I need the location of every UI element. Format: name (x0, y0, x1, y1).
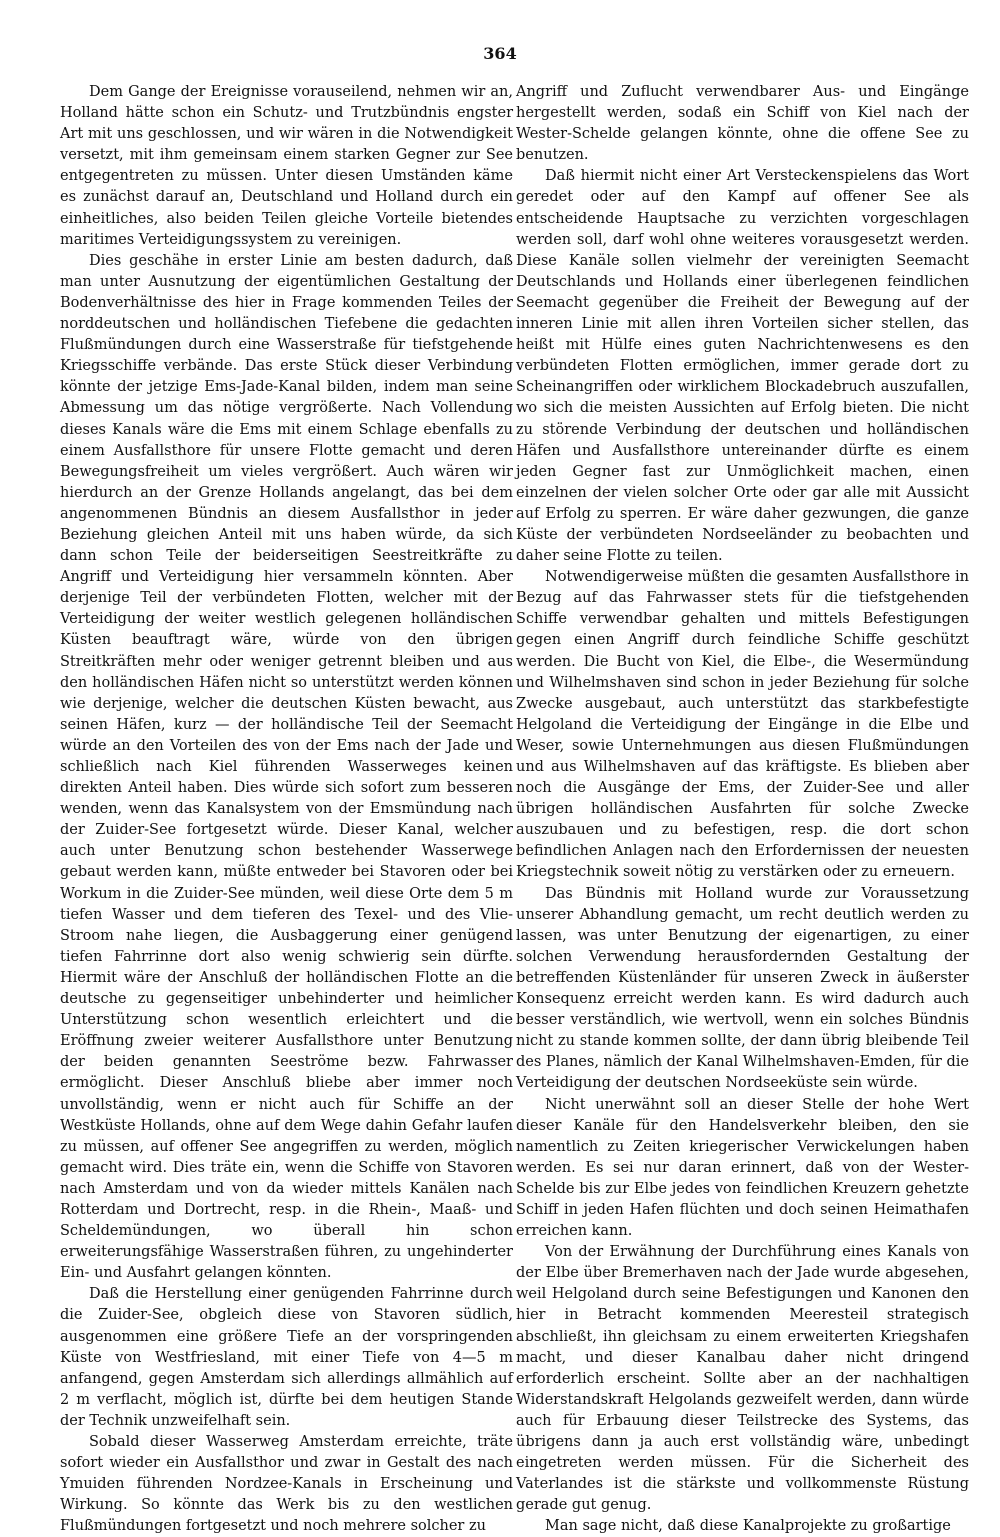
page-number: 364 (483, 44, 517, 63)
paragraph: Dies geschähe in erster Linie am besten dadurch, daß man unter Ausnutzung der eigentümlichen Gestaltung der Bodenverhältnisse des hier in Frage kommenden Teiles der norddeutschen und holländischen Tiefebene die gedachten Flußmündungen durch eine Wasserstraße für tiefstgehende Kriegsschiffe verbände. Das erste Stück dieser Verbindung könnte der jetzige Ems-Jade-Kanal bilden, indem man seine Abmessung um das nötige vergrößerte. Nach Vollendung dieses Kanals wäre die Ems mit einem Schlage ebenfalls zu einem Ausfallsthore für unsere Flotte gemacht und deren Bewegungsfreiheit um vieles vergrößert. Auch wären wir hierdurch an der Grenze Hollands angelangt, das bei dem angenommenen Bündnis an diesem Ausfallsthor in jeder Beziehung gleichen Anteil mit uns haben würde, da sich dann schon Teile der beiderseitigen Seestreitkräfte zu Angriff und Verteidigung hier versammeln könnten. Aber derjenige Teil der verbündeten Flotten, welcher mit der Verteidigung der weiter westlich gelegenen holländischen Küsten beauftragt wäre, würde von den übrigen Streitkräften mehr oder weniger getrennt bleiben und aus den holländischen Häfen nicht so unterstützt werden können wie derjenige, welcher die deutschen Küsten bewacht, aus seinen Häfen, kurz — der holländische Teil der Seemacht würde an den Vorteilen des von der Ems nach der Jade und schließlich nach Kiel führenden Wasserweges keinen direkten Anteil haben. Dies würde sich sofort zum besseren wenden, wenn das Kanalsystem von der Emsmündung nach der Zuider-See fortgesetzt würde. Dieser Kanal, welcher auch unter Benutzung schon bestehender Wasserwege gebaut werden kann, müßte entweder bei Stavoren oder bei Workum in die Zuider-See münden, weil diese Orte dem 5 m tiefen Wasser und dem tieferen des Texel- und des Vlie-Stroom nahe liegen, die Ausbaggerung einer genügend tiefen Fahrrinne dort also wenig schwierig sein dürfte. Hiermit wäre der Anschluß der holländischen Flotte an die deutsche zu gegenseitiger unbehinderter und heimlicher Unterstützung schon wesentlich erleichtert und die Eröffnung zweier weiterer Ausfallsthore unter Benutzung der beiden genannten Seeströme bezw. Fahrwasser ermöglicht. Dieser Anschluß bliebe aber immer noch unvollständig, wenn er nicht auch für Schiffe an der Westküste Hollands, ohne auf dem Wege dahin Gefahr laufen zu müssen, auf offener See angegriffen zu werden, möglich gemacht wird. Dies träte ein, wenn die Schiffe von Stavoren nach Amsterdam und von da wieder mittels Kanälen nach Rotterdam und Dortrecht, resp. in die Rhein-, Maaß- und Scheldemündungen, wo überall hin schon erweiterungsfähige Wasserstraßen führen, zu ungehinderter Ein- und Ausfahrt gelangen könnten. (60, 252, 513, 1282)
left-column (60, 82, 513, 1535)
paragraph-continued: Angriff und Zuflucht verwendbarer Aus- und Eingänge hergestellt werden, sodaß ein Schiff von Kiel nach der Wester-Schelde gelangen könnte, ohne die offene See zu benutzen. (516, 84, 969, 164)
paragraph: Nicht unerwähnt soll an dieser Stelle der hohe Wert dieser Kanäle für den Handelsverkehr bleiben, den sie namentlich zu Zeiten kriegerischer Verwickelungen haben werden. Es sei nur daran erinnert, daß von der Wester-Schelde bis zur Elbe jedes von feindlichen Kreuzern gehetzte Schiff in jeden Hafen flüchten und doch seinen Heimathafen erreichen kann. (516, 1096, 969, 1240)
paragraph: Man sage nicht, daß diese Kanalprojekte zu großartige (545, 1518, 951, 1535)
paragraph: Das Bündnis mit Holland wurde zur Voraussetzung unserer Abhandlung gemacht, um recht deutlich werden zu lassen, was unter Benutzung der eigenartigen, zu einer solchen Verwendung herausfordernden Gestaltung der betreffenden Küstenländer für unseren Zweck in äußerster Konsequenz erreicht werden kann. Es wird dadurch auch besser verständlich, wie wertvoll, wenn ein solches Bündnis nicht zu stande kommen sollte, der dann übrig bleibende Teil des Planes, nämlich der Kanal Wilhelmshaven-Emden, für die Verteidigung der deutschen Nordseeküste sein würde. (516, 885, 969, 1092)
paragraph: Notwendigerweise müßten die gesamten Ausfallsthore in Bezug auf das Fahrwasser stets für die tiefstgehenden Schiffe verwendbar gehalten und mittels Befestigungen gegen einen Angriff durch feindliche Schiffe geschützt werden. Die Bucht von Kiel, die Elbe-, die Wesermündung und Wilhelmshaven sind schon in jeder Beziehung für solche Zwecke ausgebaut, auch unterstützt das starkbefestigte Helgoland die Verteidigung der Eingänge in die Elbe und Weser, sowie Unternehmungen aus diesen Flußmündungen und aus Wilhelmshaven auf das kräftigste. Es blieben aber noch die Ausgänge der Ems, der Zuider-See und aller übrigen holländischen Ausfahrten für solche Zwecke auszubauen und zu befestigen, resp. die dort schon befindlichen Anlagen nach den Erfordernissen der neuesten Kriegstechnik soweit nötig zu verstärken oder zu erneuern. (516, 569, 969, 881)
paragraph: Dem Gange der Ereignisse vorauseilend, nehmen wir an, Holland hätte schon ein Schutz- und Trutzbündnis engster Art mit uns geschlossen, und wir wären in die Notwendigkeit versetzt, mit ihm gemeinsam einem starken Gegner zur See entgegentreten zu müssen. Unter diesen Umständen käme es zunächst darauf an, Deutschland und Holland durch ein einheitliches, also beiden Teilen gleiche Vorteile bietendes maritimes Verteidigungssystem zu vereinigen. (60, 84, 513, 248)
paragraph: Sobald dieser Wasserweg Amsterdam erreichte, träte sofort wieder ein Ausfallsthor und zwar in Gestalt des nach Ymuiden führenden Nordzee-Kanals in Erscheinung und Wirkung. So könnte das Werk bis zu den westlichen Flußmündungen fortgesetzt und noch mehrere solcher zu (60, 1434, 513, 1535)
paragraph: Daß hiermit nicht einer Art Versteckenspielens das Wort geredet oder auf den Kampf auf offener See als entscheidende Hauptsache zu verzichten vorgeschlagen werden soll, darf wohl ohne weiteres vorausgesetzt werden. Diese Kanäle sollen vielmehr der vereinigten Seemacht Deutschlands und Hollands einer überlegenen feindlichen Seemacht gegenüber die Freiheit der Bewegung auf der inneren Linie mit allen ihren Vorteilen sicher stellen, das heißt mit Hülfe eines guten Nachrichtenwesens es den verbündeten Flotten ermöglichen, immer gerade dort zu Scheinangriffen oder wirklichem Blockadebruch auszufallen, wo sich die meisten Aussichten auf Erfolg bieten. Die nicht zu störende Verbindung der deutschen und holländischen Häfen und Ausfallsthore untereinander dürfte es einem jeden Gegner fast zur Unmöglichkeit machen, einen einzelnen der vielen solcher Orte oder gar alle mit Aussicht auf Erfolg zu sperren. Er wäre daher gezwungen, die ganze Küste der verbündeten Nordseeländer zu beobachten und daher seine Flotte zu teilen. (516, 168, 969, 565)
paragraph: Von der Erwähnung der Durchführung eines Kanals von der Elbe über Bremerhaven nach der Jade wurde abgesehen, weil Helgoland durch seine Befestigungen und Kanonen den hier in Betracht kommenden Meeresteil strategisch abschließt, ihn gleichsam zu einem erweiterten Kriegshafen macht, und dieser Kanalbau daher nicht dringend erforderlich erscheint. Sollte aber an der nachhaltigen Widerstandskraft Helgolands gezweifelt werden, dann würde auch für Erbauung dieser Teilstrecke des Systems, das übrigens dann ja auch erst vollständig wäre, unbedingt eingetreten werden müssen. Für die Sicherheit des Vaterlandes ist die stärkste und vollkommenste Rüstung gerade gut genug. (516, 1244, 969, 1514)
paragraph: Daß die Herstellung einer genügenden Fahrrinne durch die Zuider-See, obgleich diese von Stavoren südlich, ausgenommen eine größere Tiefe an der vorspringenden Küste von Westfriesland, mit einer Tiefe von 4—5 m anfangend, gegen Amsterdam sich allerdings allmählich auf 2 m verflacht, möglich ist, dürfte bei dem heutigen Stande der Technik unzweifelhaft sein. (60, 1286, 513, 1429)
right-column (516, 82, 969, 1535)
